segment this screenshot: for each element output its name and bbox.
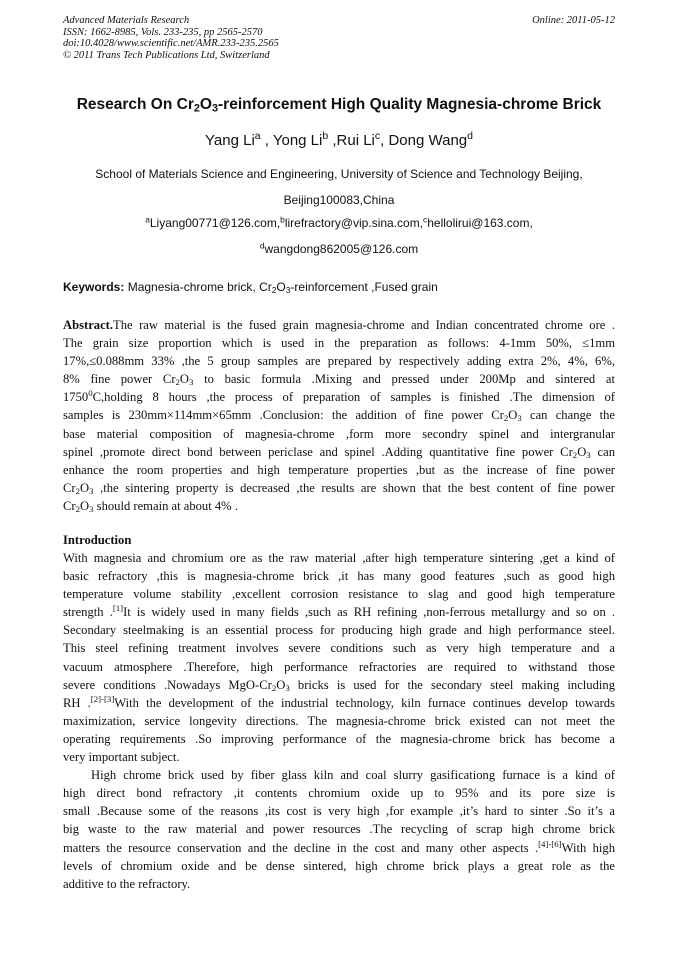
superscript: 0 [88, 388, 93, 399]
line-text: Cr [63, 480, 76, 495]
subscript: 2 [175, 377, 180, 388]
title-text: Research On Cr [76, 96, 194, 113]
subscript: 3 [285, 682, 290, 693]
abstract-line [63, 443, 615, 461]
abstract-line [63, 388, 615, 406]
title-subscript: 2 [193, 102, 200, 115]
line-text: to basic formula .Mixing and pressed under 200Mp and sintered at [193, 372, 615, 387]
abstract-line [63, 406, 615, 424]
body-line: levels of chromium oxide and be dense sintered, high chrome brick plays a great role as the [63, 858, 615, 873]
author-name: ,Rui Li [328, 132, 375, 149]
subscript: 3 [517, 413, 522, 424]
keywords-text: O [276, 280, 286, 294]
line-text: matters the resource conservation and the decline in the cost and many other aspects . [63, 840, 539, 855]
line-text: With high [561, 840, 615, 855]
line-text: strength . [63, 605, 113, 620]
introduction-body [63, 549, 615, 893]
citation-ref[interactable]: [2]-[3] [90, 693, 115, 704]
line-text: 8% fine power Cr [63, 372, 176, 387]
email-line [0, 242, 678, 256]
paper-title [0, 96, 678, 114]
subscript: 2 [75, 504, 80, 515]
line-text: bricks is used for the secondary steel making including [289, 677, 615, 692]
body-line: With magnesia and chromium ore as the raw material ,after high temperature sintering ,get a kind of [63, 551, 615, 565]
line-text: O [80, 498, 90, 513]
journal-doi: doi:10.4028/www.scientific.net/AMR.233-235.2565 [63, 38, 279, 49]
citation-ref[interactable]: [1] [112, 603, 124, 614]
line-text: ,the sintering property is decreased ,the results are shown that the best content of fine power [93, 480, 615, 495]
email-address[interactable]: Liyang00771@126.com, [149, 216, 281, 230]
abstract-line: base material composition of magnesia-chrome ,form more secondry spinel and intergranular [63, 426, 615, 441]
line-text: RH . [63, 695, 91, 710]
body-line [63, 603, 615, 621]
subscript: 2 [572, 449, 578, 460]
subscript: 2 [271, 682, 277, 693]
author-mark: b [322, 130, 329, 143]
line-text: O [179, 372, 190, 387]
email-line [0, 216, 678, 230]
journal-header [63, 15, 615, 61]
keywords [63, 280, 615, 294]
email-mark: b [280, 214, 285, 225]
line-text: Cr [63, 498, 76, 513]
line-text: spinel ,promote direct bond between periclase and spinel .Adding quantitative fine power Cr [63, 444, 573, 459]
line-text: can [590, 444, 615, 459]
title-subscript: 3 [211, 102, 218, 115]
subscript: 3 [586, 449, 591, 460]
line-text: should remain at about 4% . [93, 498, 238, 513]
body-line: This steel refining treatment involves severe conditions such as very high temperature and a [63, 641, 615, 656]
subscript: 2 [75, 486, 80, 497]
email-address[interactable]: hellolirui@163.com, [427, 216, 533, 230]
line-text: The raw material is the fused grain magnesia-chrome and Indian concentrated chrome ore . [113, 318, 615, 332]
affiliation-line: School of Materials Science and Engineering, University of Science and Technology Beijing, [95, 167, 583, 181]
title-text: O [199, 96, 212, 113]
affiliation-line: Beijing100083,China [283, 193, 395, 207]
keywords-text: -reinforcement ,Fused grain [290, 280, 438, 294]
subscript: 3 [189, 377, 194, 388]
line-text: C,holding 8 hours ,the process of preparation of samples is finished .The dimension of [92, 390, 615, 405]
line-text: It is widely used in many fields ,such as RH refining ,non-ferrous metallurgy and so on . [123, 605, 615, 620]
body-line: very important subject. [63, 750, 180, 765]
body-line [63, 694, 615, 712]
line-text: O [276, 677, 286, 692]
author-name: , Dong Wang [380, 132, 468, 149]
author-mark: d [467, 130, 473, 143]
abstract [63, 316, 615, 515]
abstract-line [63, 497, 615, 515]
body-line [63, 839, 615, 857]
line-text: samples is 230mm×114mm×65mm .Conclusion: the addition of fine power Cr [63, 408, 504, 423]
email-mark: a [145, 214, 150, 225]
journal-copyright: © 2011 Trans Tech Publications Ltd, Switzerland [63, 49, 270, 61]
line-text: O [508, 408, 518, 423]
abstract-line: The grain size proportion which is used in the preparation as follows: 4-1mm 50%, ≤1mm [63, 336, 615, 351]
line-text: O [80, 480, 90, 495]
email-address[interactable]: lirefractory@vip.sina.com, [284, 216, 424, 230]
subscript: 3 [285, 285, 291, 296]
abstract-line: enhance the room properties and high temperature properties ,but as the increase of fine power [63, 462, 615, 477]
body-line [63, 676, 615, 694]
body-line: basic refractory ,this is magnesia-chrome brick ,it has many good features ,such as good high [63, 569, 615, 584]
body-line: temperature volume stability ,excellent corrosion resistance to slag and good high temperature [63, 587, 615, 602]
journal-issn: ISSN: 1662-8985, Vols. 233-235, pp 2565-2570 [63, 26, 263, 38]
section-heading-introduction: Introduction [63, 533, 132, 547]
author-name: , Yong Li [260, 132, 323, 149]
abstract-line: 17%,≤0.088mm 33% ,the 5 group samples are prepared by respectively adding extra 2%, 4%, 6%, [63, 354, 615, 369]
body-line: vacuum atmosphere .Therefore, high performance refractories are required to withstand those [63, 659, 615, 674]
subscript: 3 [89, 486, 94, 497]
abstract-line [63, 370, 615, 388]
body-line: maximization, service longevity directions. The magnesia-chrome brick existed can not meet the [63, 713, 615, 728]
line-text: 1750 [63, 390, 89, 405]
email-mark: c [423, 214, 428, 225]
body-line: High chrome brick used by fiber glass kiln and coal slurry gasificationg furnace is a kind of [91, 768, 615, 783]
subscript: 2 [271, 285, 277, 296]
line-text: severe conditions .Nowadays MgO-Cr [63, 677, 272, 692]
body-line: operating requirements .So improving performance of the magnesia-chrome brick has become a [63, 731, 615, 746]
subscript: 3 [89, 504, 94, 515]
author-mark: c [374, 130, 381, 143]
author-name: Yang Li [205, 132, 255, 149]
abstract-label: Abstract. [63, 318, 114, 332]
citation-ref[interactable]: [4]-[6] [538, 838, 562, 849]
line-text: With the development of the industrial technology, kiln furnace continues develop towards [114, 695, 615, 710]
line-text: O [577, 444, 587, 459]
keywords-text: Magnesia-chrome brick, Cr [124, 280, 272, 294]
email-mark: d [259, 240, 265, 251]
keywords-label: Keywords: [63, 280, 125, 294]
body-line: Secondary steelmaking is an essential process for producing high grade and high performance steel. [63, 623, 615, 638]
title-text: -reinforcement High Quality Magnesia-chrome Brick [218, 96, 602, 113]
email-address[interactable]: wangdong862005@126.com [264, 242, 419, 256]
online-date: Online: 2011-05-12 [532, 15, 615, 26]
body-line: small .Because some of the reasons ,its cost is very high ,for example ,it’s hard to sinter .So it’s a [63, 804, 615, 819]
journal-name: Advanced Materials Research [63, 15, 190, 26]
body-line: big waste to the raw material and power resources .The recycling of scrap high chrome brick [63, 822, 615, 837]
abstract-line [63, 479, 615, 497]
body-line: additive to the refractory. [63, 876, 191, 891]
abstract-line [63, 316, 615, 334]
subscript: 2 [503, 413, 509, 424]
author-list [0, 132, 678, 149]
author-mark: a [254, 130, 261, 143]
line-text: can change the [521, 408, 615, 423]
body-line: high direct bond refractory ,it contents chromium oxide up to 95% and its pore size is [63, 786, 615, 801]
